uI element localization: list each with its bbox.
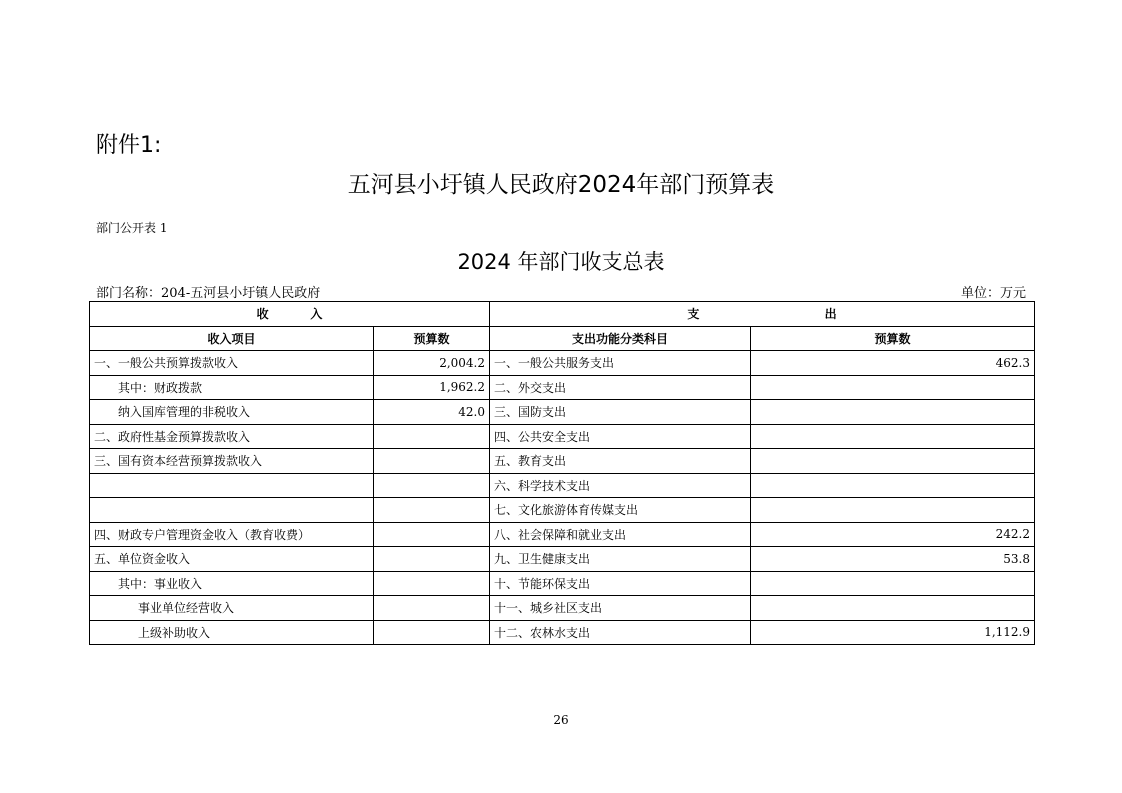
income-item-cell: 其中：事业收入 [90, 571, 374, 596]
table-header-group-row [90, 302, 1035, 327]
income-item-header: 收入项目 [90, 326, 374, 351]
expense-item-cell: 一、一般公共服务支出 [490, 351, 751, 376]
income-item-cell: 三、国有资本经营预算拨款收入 [90, 449, 374, 474]
income-item-cell: 上级补助收入 [90, 620, 374, 645]
table-row [90, 522, 1035, 547]
table-row [90, 449, 1035, 474]
attachment-label: 附件1: [96, 133, 162, 158]
expense-item-cell: 十一、城乡社区支出 [490, 596, 751, 621]
form-code: 部门公开表 1 [96, 221, 168, 235]
expense-item-cell: 二、外交支出 [490, 375, 751, 400]
expense-item-cell: 十、节能环保支出 [490, 571, 751, 596]
income-amount-cell [374, 522, 490, 547]
income-item-cell: 四、财政专户管理资金收入（教育收费） [90, 522, 374, 547]
expense-item-cell: 十二、农林水支出 [490, 620, 751, 645]
expense-amount-cell [751, 571, 1035, 596]
income-amount-cell [374, 596, 490, 621]
income-amount-cell [374, 547, 490, 572]
expense-item-cell: 三、国防支出 [490, 400, 751, 425]
table-row [90, 424, 1035, 449]
table-row [90, 571, 1035, 596]
page-number: 26 [553, 713, 569, 727]
table-row [90, 400, 1035, 425]
income-item-cell [90, 473, 374, 498]
income-item-cell: 事业单位经营收入 [90, 596, 374, 621]
expense-amount-cell [751, 596, 1035, 621]
income-amount-cell [374, 571, 490, 596]
expense-amount-cell [751, 498, 1035, 523]
expense-amount-cell: 1,112.9 [751, 620, 1035, 645]
expense-amount-cell: 242.2 [751, 522, 1035, 547]
table-row [90, 620, 1035, 645]
income-group-header: 收 入 [90, 302, 490, 327]
expense-amount-cell [751, 424, 1035, 449]
income-amount-cell [374, 498, 490, 523]
expense-group-header: 支 出 [490, 302, 1035, 327]
department-name: 部门名称：204-五河县小圩镇人民政府 [96, 286, 321, 301]
expense-amount-cell [751, 473, 1035, 498]
expense-amount-header: 预算数 [751, 326, 1035, 351]
income-item-cell [90, 498, 374, 523]
expense-item-cell: 九、卫生健康支出 [490, 547, 751, 572]
table-row [90, 498, 1035, 523]
income-item-cell: 二、政府性基金预算拨款收入 [90, 424, 374, 449]
income-amount-cell [374, 473, 490, 498]
expense-amount-cell [751, 375, 1035, 400]
income-item-cell: 纳入国库管理的非税收入 [90, 400, 374, 425]
expense-amount-cell [751, 400, 1035, 425]
table-header-row [90, 326, 1035, 351]
budget-table [89, 301, 1035, 645]
income-amount-cell [374, 424, 490, 449]
expense-item-cell: 六、科学技术支出 [490, 473, 751, 498]
table-row [90, 375, 1035, 400]
expense-amount-cell: 462.3 [751, 351, 1035, 376]
income-amount-cell: 1,962.2 [374, 375, 490, 400]
income-amount-cell: 42.0 [374, 400, 490, 425]
expense-item-cell: 七、文化旅游体育传媒支出 [490, 498, 751, 523]
table-row [90, 596, 1035, 621]
unit-label: 单位：万元 [960, 286, 1026, 301]
expense-item-cell: 五、教育支出 [490, 449, 751, 474]
table-row [90, 473, 1035, 498]
expense-amount-cell [751, 449, 1035, 474]
income-amount-cell [374, 620, 490, 645]
expense-amount-cell: 53.8 [751, 547, 1035, 572]
expense-item-cell: 八、社会保障和就业支出 [490, 522, 751, 547]
income-amount-cell: 2,004.2 [374, 351, 490, 376]
table-row [90, 547, 1035, 572]
income-amount-cell [374, 449, 490, 474]
table-title: 2024 年部门收支总表 [457, 250, 665, 274]
income-item-cell: 一、一般公共预算拨款收入 [90, 351, 374, 376]
income-item-cell: 五、单位资金收入 [90, 547, 374, 572]
income-item-cell: 其中：财政拨款 [90, 375, 374, 400]
income-amount-header: 预算数 [374, 326, 490, 351]
expense-item-cell: 四、公共安全支出 [490, 424, 751, 449]
table-row [90, 351, 1035, 376]
page-title: 五河县小圩镇人民政府2024年部门预算表 [347, 172, 775, 198]
expense-item-header: 支出功能分类科目 [490, 326, 751, 351]
